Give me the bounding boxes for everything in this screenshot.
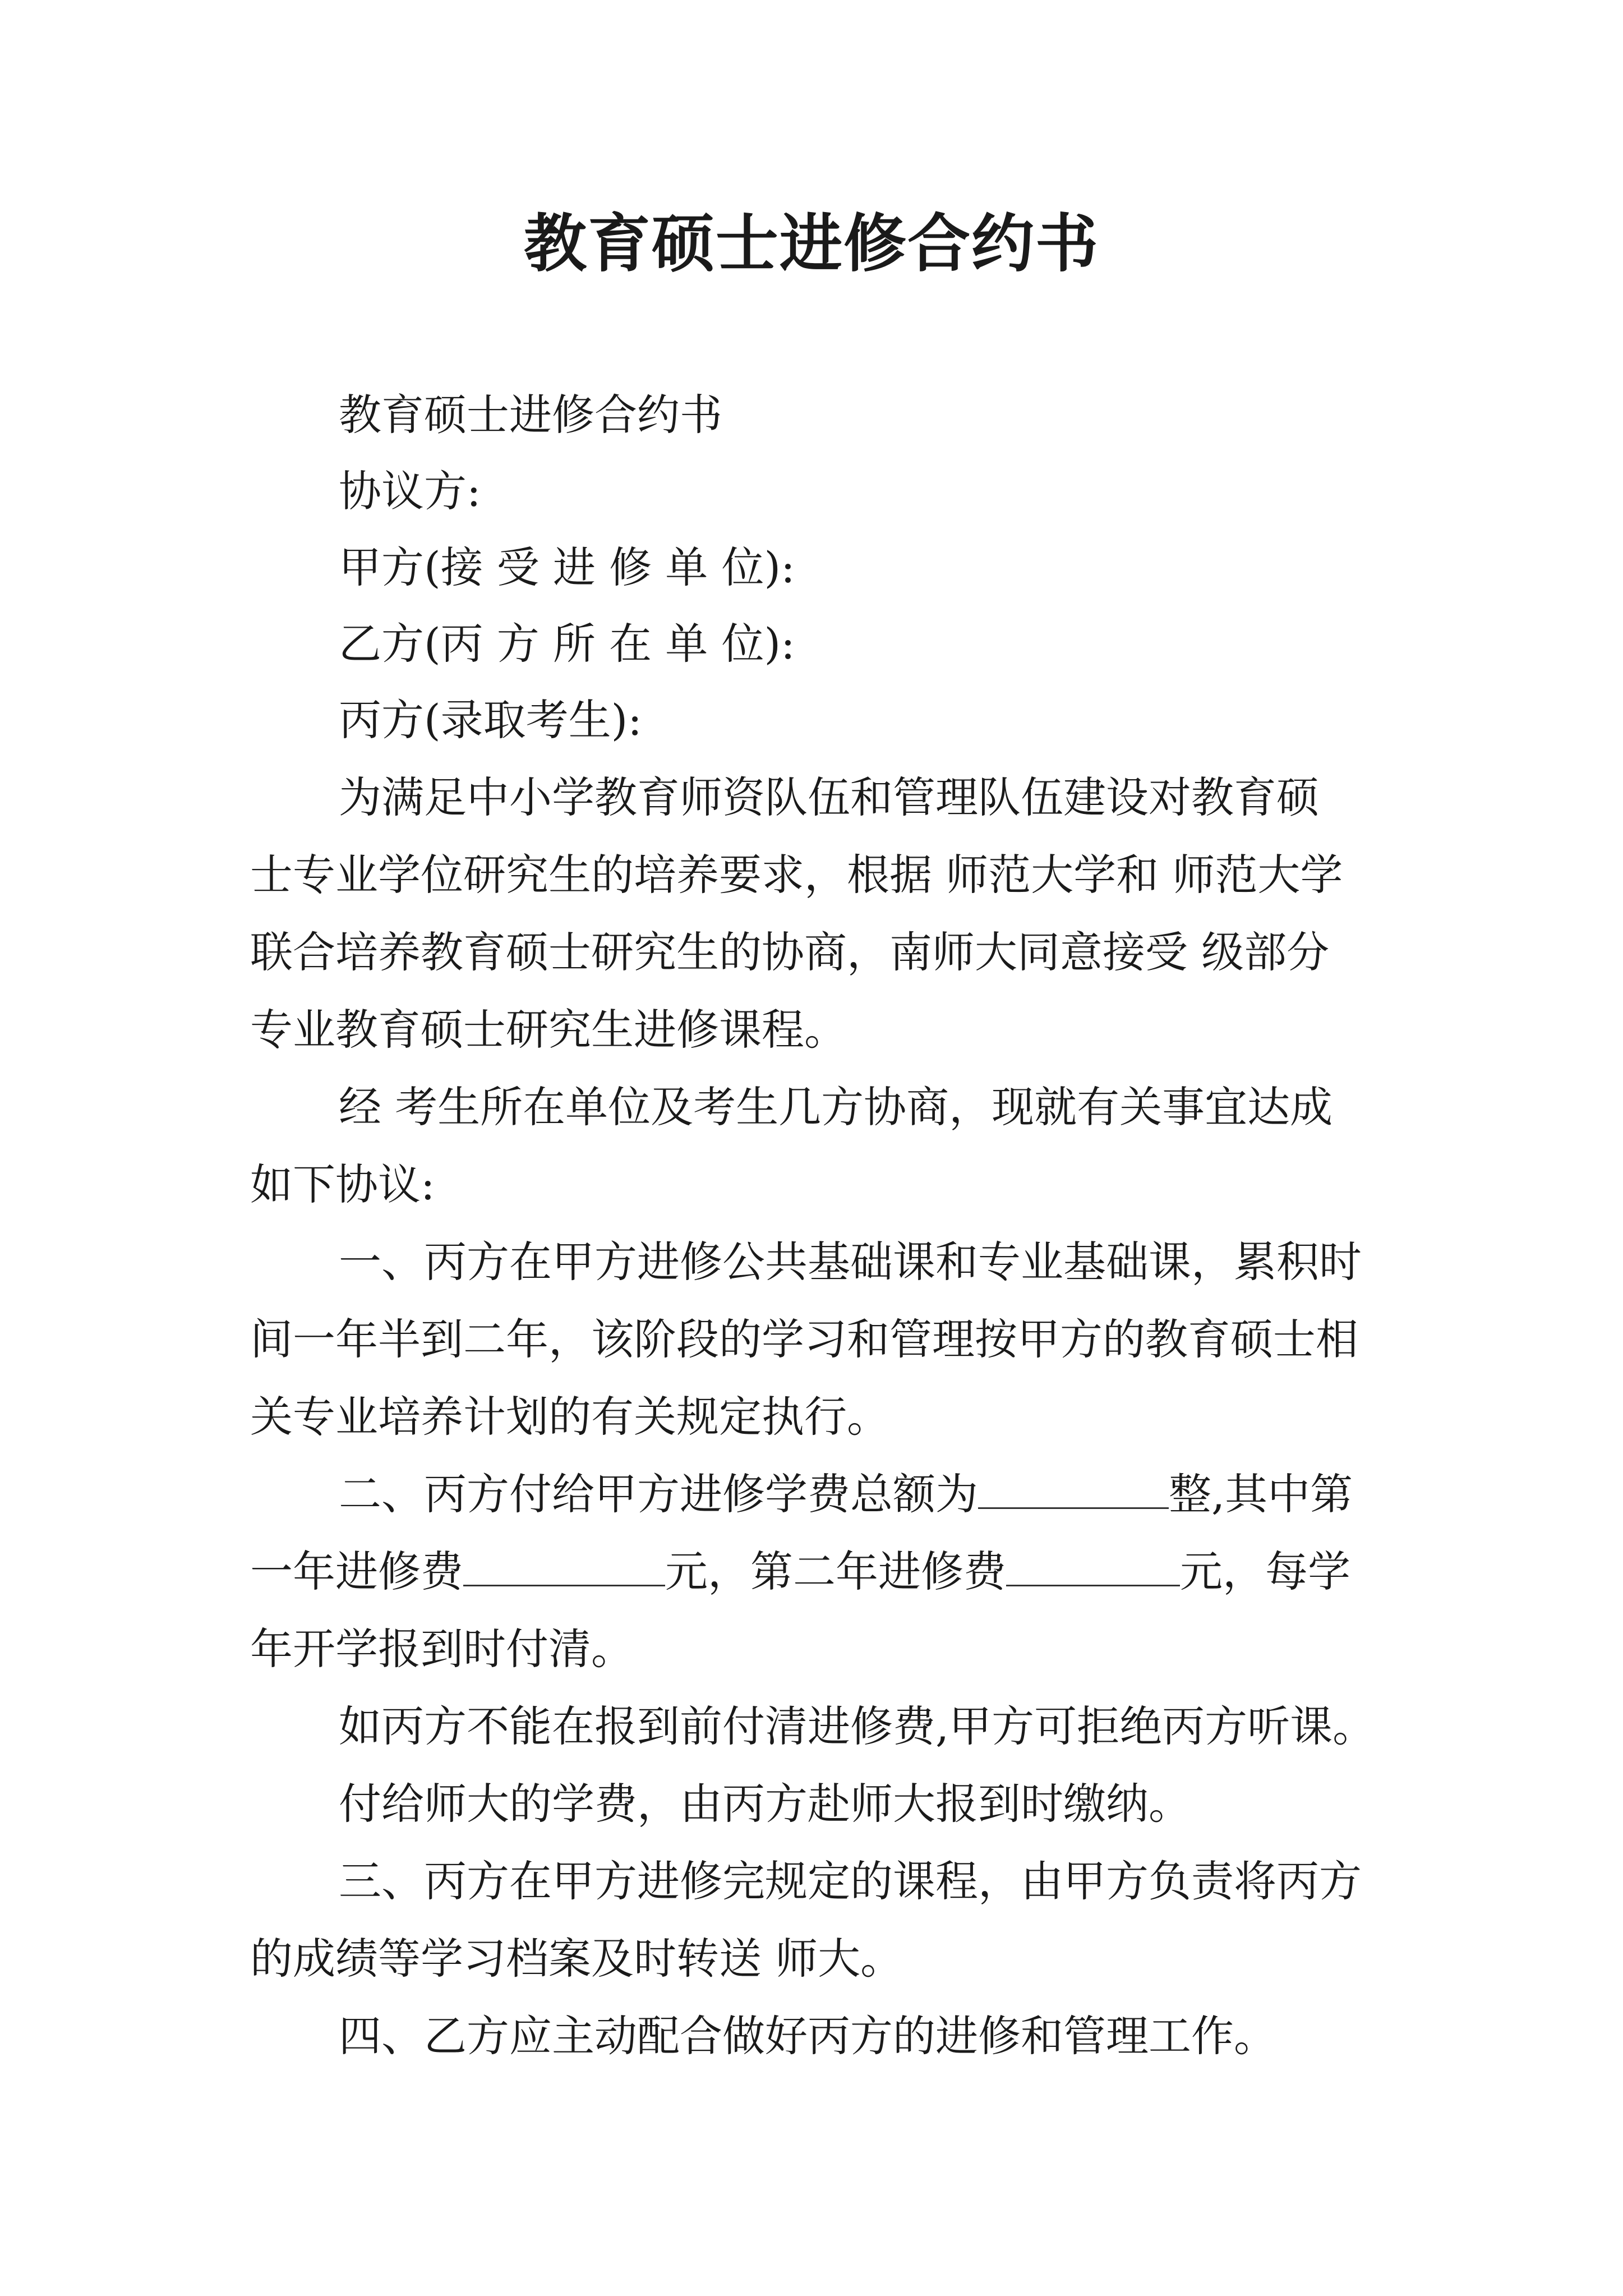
fee-year2-blank[interactable] (1006, 1545, 1180, 1586)
fee-total-blank[interactable] (978, 1468, 1169, 1509)
clause-1-line: 间一年半到二年，该阶段的学习和管理按甲方的教育硕士相 (250, 1314, 1358, 1364)
fee-year1-blank[interactable] (463, 1545, 665, 1586)
clause-2-line (339, 1466, 1353, 1522)
fee-year1-text: 一年进修费 (250, 1547, 463, 1596)
clause-3-line: 三、丙方在甲方进修完规定的课程，由甲方负责将丙方 (339, 1856, 1362, 1906)
paragraph-line: 联合培养教育硕士研究生的协商，南师大同意接受 级部分 (250, 927, 1330, 977)
paragraph-line: 专业教育硕士研究生进修课程。 (250, 1005, 847, 1055)
paragraph-line: 如丙方不能在报到前付清进修费,甲方可拒绝丙方听课。 (339, 1701, 1376, 1751)
paragraph-line: 如下协议: (250, 1159, 435, 1209)
paragraph-line: 为满足中小学教育师资队伍和管理队伍建设对教育硕 (339, 772, 1319, 822)
clause-1-line: 关专业培养计划的有关规定执行。 (250, 1392, 889, 1442)
party-b: 乙方(丙 方 所 在 单 位): (339, 619, 795, 669)
clause-2-line (250, 1544, 1350, 1600)
paragraph-line: 经 考生所在单位及考生几方协商，现就有关事宜达成 (339, 1082, 1333, 1132)
fee-total-text: 二、丙方付给甲方进修学费总额为 (339, 1469, 978, 1519)
clause-4-line: 四、乙方应主动配合做好丙方的进修和管理工作。 (339, 2011, 1276, 2061)
paragraph-line: 士专业学位研究生的培养要求，根据 师范大学和 师范大学 (250, 850, 1343, 900)
fee-total-text-after: 整,其中第 (1169, 1469, 1353, 1519)
document-title: 教育硕士进修合约书 (524, 207, 1099, 280)
fee-year2-text-after: 元，每学 (1180, 1547, 1350, 1596)
clause-3-line: 的成绩等学习档案及时转送 师大。 (250, 1934, 903, 1984)
clause-2-line: 年开学报到时付清。 (250, 1624, 634, 1674)
party-a: 甲方(接 受 进 修 单 位): (339, 542, 795, 592)
clause-1-line: 一、丙方在甲方进修公共基础课和专业基础课，累积时 (339, 1237, 1362, 1287)
party-c: 丙方(录取考生): (339, 695, 642, 745)
heading-repeat: 教育硕士进修合约书 (339, 390, 722, 440)
paragraph-line: 付给师大的学费，由丙方赴师大报到时缴纳。 (339, 1779, 1191, 1829)
fee-year2-text: 元，第二年进修费 (665, 1547, 1006, 1596)
parties-label: 协议方: (339, 466, 481, 516)
